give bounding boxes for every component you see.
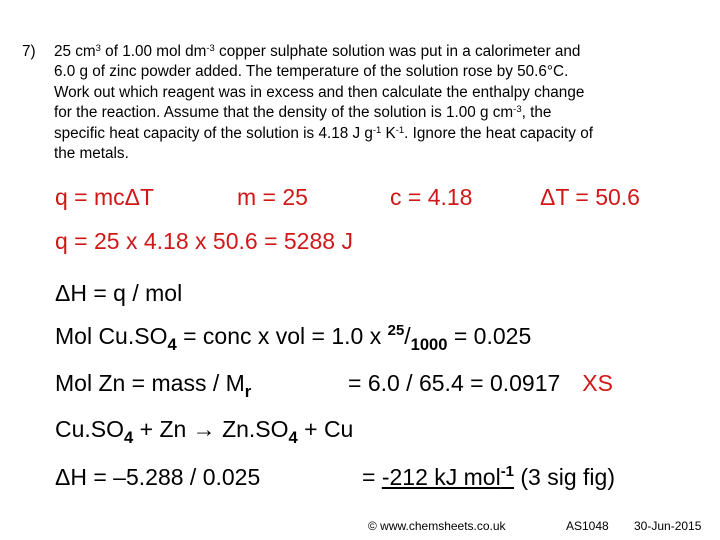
- mol-cuso4-line: Mol $Cu.SO_4$ = conc x vol = 1.0 x $^{25}/_{1000} = 0.025$: [55, 322, 532, 354]
- delta-t-value: ΔT = 50.6: [540, 184, 640, 210]
- delta-h-calculation: ΔH = –5.288 / 0.025: [55, 464, 261, 490]
- question-line-6: the metals.: [54, 145, 129, 163]
- excess-label: XS: [582, 370, 613, 396]
- sheet-code: AS1048: [566, 519, 609, 533]
- footer-date: 30-Jun-2015: [634, 519, 702, 533]
- copyright-text: © www.chemsheets.co.uk: [368, 519, 506, 533]
- question-line-2: 6.0 g of zinc powder added. The temperature of the solution rose by 50.6°C.: [54, 63, 569, 81]
- question-line-1: 25 $cm^3$ of 1.00 mol $dm^{-3}$ copper sulphate solution was put in a calorimeter and: [54, 42, 581, 60]
- question-line-4: for the reaction. Assume that the density of the solution is 1.00 g $cm^{-3}$, the: [54, 104, 552, 122]
- q-calculation: q = 25 x 4.18 x 50.6 = 5288 J: [55, 228, 353, 254]
- delta-h-formula: ΔH = q / mol: [55, 280, 183, 306]
- question-text: [54, 42, 593, 164]
- m-value: m = 25: [237, 184, 308, 210]
- delta-h-answer: -212 kJ mol$^{-1}$: [381, 463, 514, 490]
- mol-zn-value: = 6.0 / 65.4 = 0.0917 XS: [348, 370, 613, 396]
- question-number: 7): [22, 43, 36, 60]
- c-value: c = 4.18: [390, 184, 473, 210]
- mol-zn-line: Mol Zn = mass / $M_r$: [55, 370, 252, 401]
- delta-h-result: = -212 kJ mol$^{-1}$ (3 sig fig): [362, 463, 615, 490]
- reaction-equation: $Cu.SO_4 + Zn \to Zn.SO_4 + Cu$: [55, 416, 354, 447]
- q-formula: q = mcΔT: [55, 184, 155, 210]
- question-line-5: specific heat capacity of the solution is 4.18 J $g^{-1}$ $K^{-1}$. Ignore the heat capacity of: [54, 124, 593, 142]
- question-line-3: Work out which reagent was in excess and then calculate the enthalpy change: [54, 83, 585, 101]
